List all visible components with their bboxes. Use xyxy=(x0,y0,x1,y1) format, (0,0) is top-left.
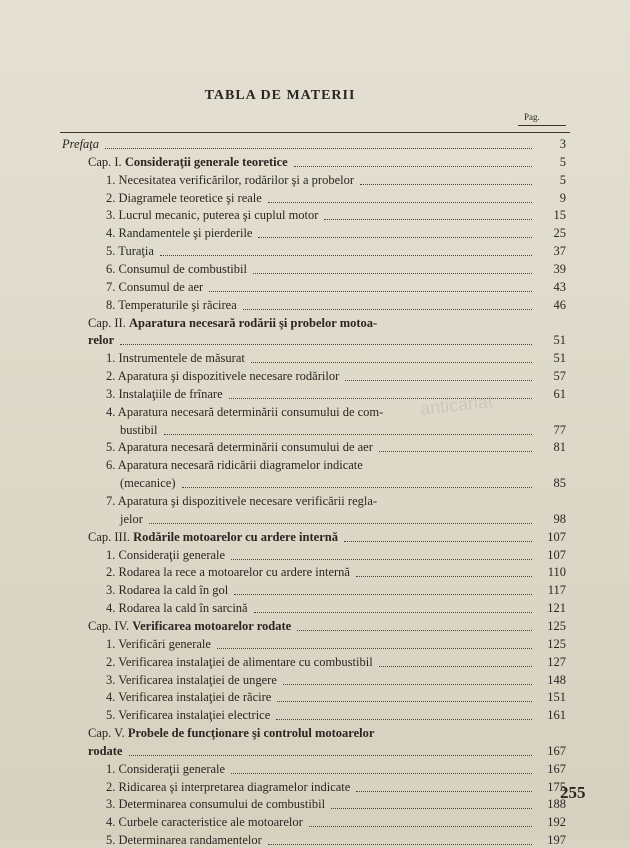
toc-entry-title: 3. Instalaţiile de frînare xyxy=(106,386,223,401)
dot-leader xyxy=(309,824,532,827)
toc-page-number: 107 xyxy=(547,547,566,562)
dot-leader xyxy=(149,521,532,524)
chapter-number: Cap. III. xyxy=(88,529,134,544)
dot-leader xyxy=(160,253,532,256)
toc-entry-title: 5. Determinarea randamentelor xyxy=(106,833,262,848)
toc-entry-title: 4. Verificarea instalaţiei de răcire xyxy=(106,690,272,705)
toc-entry-title: 1. Verificări generale xyxy=(106,636,211,651)
toc-entry-title: 1. Necesitatea verificărilor, rodărilor şi a probelor xyxy=(106,172,354,187)
toc-page-number: 151 xyxy=(547,690,566,705)
toc-entry-title: bustibil xyxy=(120,422,158,437)
toc-entry xyxy=(106,582,566,598)
dot-leader xyxy=(231,557,532,560)
toc-entry xyxy=(106,207,566,223)
toc-entry xyxy=(106,386,566,402)
toc-entry xyxy=(106,672,566,688)
toc-entry xyxy=(106,350,566,366)
toc-entry xyxy=(106,636,566,652)
toc-entry xyxy=(88,154,566,170)
toc-page-number: 117 xyxy=(547,583,566,598)
toc-entry-title: 5. Aparatura necesară determinării consumului de aer xyxy=(106,440,373,455)
toc-page-number: 81 xyxy=(553,440,566,455)
toc-entry-title: 1. Consideraţii generale xyxy=(106,547,226,562)
toc-page-number: 15 xyxy=(553,208,566,223)
toc-entry-title xyxy=(88,618,291,634)
dot-leader xyxy=(344,539,532,542)
toc-page-number: 167 xyxy=(547,743,566,758)
chapter-title: Aparatura necesară rodării şi probelor motoa- xyxy=(128,315,378,330)
chapter-number: Cap. IV. xyxy=(88,618,133,633)
toc-entry-title: 3. Determinarea consumului de combustibil xyxy=(106,797,326,812)
toc-page-number: 9 xyxy=(559,190,566,205)
dot-leader xyxy=(251,360,532,363)
toc-page-number: 5 xyxy=(559,154,566,169)
toc-entry-title xyxy=(88,529,338,545)
toc-entry xyxy=(88,315,566,331)
toc-entry xyxy=(120,422,566,438)
toc-entry xyxy=(106,439,566,455)
toc-page-number: 57 xyxy=(553,369,566,384)
chapter-title: Consideraţii generale teoretice xyxy=(124,154,288,169)
dot-leader xyxy=(345,378,532,381)
dot-leader xyxy=(297,628,532,631)
dot-leader xyxy=(268,842,532,845)
dot-leader xyxy=(258,235,532,238)
toc-page-number: 125 xyxy=(547,636,566,651)
toc-entry-title: 7. Aparatura şi dispozitivele necesare verificării regla- xyxy=(106,494,378,508)
dot-leader xyxy=(129,753,533,756)
dot-leader xyxy=(182,485,532,488)
dot-leader xyxy=(234,592,532,595)
toc-page-number: 110 xyxy=(547,565,566,580)
toc-entry-title: 8. Temperaturile şi răcirea xyxy=(106,297,237,312)
dot-leader xyxy=(253,271,532,274)
dot-leader xyxy=(356,789,532,792)
dot-leader xyxy=(231,771,532,774)
toc-page-number: 3 xyxy=(559,137,566,151)
toc-entry-title: (mecanice) xyxy=(120,476,176,491)
toc-entry-title: 4. Curbele caracteristice ale motoarelor xyxy=(106,815,303,830)
page-title: TABLA DE MATERII xyxy=(204,88,356,103)
toc-entry-title: 1. Instrumentele de măsurat xyxy=(106,351,245,366)
toc-entry xyxy=(106,600,566,616)
toc-entry-title: rodate xyxy=(88,743,123,758)
toc-entry xyxy=(106,761,566,777)
toc-page-number: 5 xyxy=(559,172,566,187)
watermark: anticariat xyxy=(419,391,494,419)
toc-entry xyxy=(106,814,566,830)
toc-entry xyxy=(62,136,566,152)
toc-entry-title: 6. Consumul de combustibil xyxy=(106,261,247,276)
toc-entry-title: 4. Rodarea la cald în sarcină xyxy=(106,601,248,616)
toc-entry xyxy=(106,261,566,277)
toc-entry xyxy=(106,493,566,509)
chapter-title: Rodările motoarelor cu ardere internă xyxy=(133,529,338,544)
toc-entry-title: 2. Aparatura şi dispozitivele necesare rodărilor xyxy=(106,369,340,384)
dot-leader xyxy=(360,182,532,185)
toc-entry xyxy=(106,689,566,705)
toc-entry-title: 6. Aparatura necesară ridicării diagramelor indicate xyxy=(106,458,363,473)
chapter-title: Probele de funcţionare şi controlul motoarelor xyxy=(127,726,375,741)
toc-entry xyxy=(106,707,566,723)
toc-entry xyxy=(106,779,566,795)
toc-entry xyxy=(106,404,566,420)
toc-page-number: 98 xyxy=(553,511,566,526)
toc-entry-title: 2. Diagramele teoretice şi reale xyxy=(106,190,262,205)
toc-entry xyxy=(120,511,566,527)
toc-entry-title: 5. Verificarea instalaţiei electrice xyxy=(106,708,271,723)
dot-leader xyxy=(294,164,532,167)
dot-leader xyxy=(379,449,532,452)
toc-page-number: 121 xyxy=(547,601,566,616)
toc-page-number: 51 xyxy=(553,351,566,366)
toc-entry xyxy=(106,172,566,188)
toc-page-number: 167 xyxy=(547,761,566,776)
toc-entry xyxy=(88,529,566,545)
toc-entry xyxy=(106,243,566,259)
toc-page-number: 192 xyxy=(547,815,566,830)
toc-entry xyxy=(88,743,566,759)
dot-leader xyxy=(243,307,532,310)
toc-page-number: 125 xyxy=(547,618,566,633)
toc-entry xyxy=(106,368,566,384)
toc-page-number: 37 xyxy=(553,244,566,259)
toc-entry-title: 3. Verificarea instalaţiei de ungere xyxy=(106,672,277,687)
toc-entry xyxy=(106,654,566,670)
toc-entry-title: 4. Randamentele şi pierderile xyxy=(106,226,253,241)
toc-entry-title: 4. Aparatura necesară determinării consumului de com- xyxy=(106,404,384,419)
page-column-label: Pag. xyxy=(524,112,540,122)
toc-page-number: 107 xyxy=(547,529,566,544)
dot-leader xyxy=(276,717,532,720)
toc-page-number: 43 xyxy=(553,279,566,294)
toc-page-number: 77 xyxy=(553,422,566,437)
toc-entry-title: 3. Rodarea la cald în gol xyxy=(106,583,229,598)
toc-entry-title xyxy=(88,315,377,331)
toc-entry xyxy=(106,279,566,295)
dot-leader xyxy=(379,664,532,667)
toc-entry xyxy=(120,475,566,491)
dot-leader xyxy=(209,289,532,292)
toc-page-number: 46 xyxy=(553,297,566,312)
toc-entry xyxy=(106,796,566,812)
chapter-number: Cap. II. xyxy=(88,315,129,330)
chapter-number: Cap. V. xyxy=(88,726,128,741)
dot-leader xyxy=(277,699,532,702)
dot-leader xyxy=(268,200,532,203)
toc-entry xyxy=(88,725,566,741)
toc-page-number: 39 xyxy=(553,261,566,276)
header-rule xyxy=(60,132,570,133)
chapter-title: Verificarea motoarelor rodate xyxy=(132,618,292,633)
toc-entry xyxy=(106,190,566,206)
dot-leader xyxy=(324,217,532,220)
toc-entry-title: 2. Ridicarea şi interpretarea diagramelor indicate xyxy=(106,779,351,794)
toc-page-number: 61 xyxy=(553,386,566,401)
chapter-number: Cap. I. xyxy=(88,154,125,169)
toc-entry-title: Prefaţa xyxy=(62,137,100,151)
toc-entry-title: 1. Consideraţii generale xyxy=(106,761,226,776)
dot-leader xyxy=(217,646,532,649)
dot-leader xyxy=(254,610,532,613)
toc-entry-title: relor xyxy=(88,333,115,348)
toc-page-number: 148 xyxy=(547,672,566,687)
dot-leader xyxy=(356,574,532,577)
toc-entry xyxy=(88,618,566,634)
toc-entry xyxy=(88,332,566,348)
toc-entry xyxy=(106,457,566,473)
toc-entry-title: 5. Turaţia xyxy=(106,244,154,259)
toc-entry-title: 7. Consumul de aer xyxy=(106,279,204,294)
toc-page-number: 25 xyxy=(553,226,566,241)
toc-entry xyxy=(106,297,566,313)
toc-entry xyxy=(106,832,566,848)
toc-entry xyxy=(106,225,566,241)
toc-entry xyxy=(106,564,566,580)
toc-page-number: 188 xyxy=(547,797,566,812)
toc-entry-title xyxy=(88,154,288,170)
toc-page-number: 85 xyxy=(553,476,566,491)
toc-page-number: 127 xyxy=(547,654,566,669)
toc-page-number: 161 xyxy=(547,708,566,723)
dot-leader xyxy=(331,806,532,809)
toc-page-number: 197 xyxy=(547,833,566,848)
page-column-rule xyxy=(518,125,566,126)
toc-page-number: 175 xyxy=(547,779,566,794)
toc-entry-title xyxy=(88,725,374,741)
toc-entry-title: jelor xyxy=(120,511,143,526)
toc-entry-title: 2. Rodarea la rece a motoarelor cu ardere internă xyxy=(106,565,350,580)
dot-leader xyxy=(120,342,532,345)
page-number: 255 xyxy=(560,783,586,802)
toc-entry-title: 3. Lucrul mecanic, puterea şi cuplul motor xyxy=(106,208,319,223)
toc-entry-title: 2. Verificarea instalaţiei de alimentare cu combustibil xyxy=(106,654,373,669)
dot-leader xyxy=(105,146,532,149)
dot-leader xyxy=(283,682,532,685)
toc-entry xyxy=(106,547,566,563)
dot-leader xyxy=(164,432,532,435)
toc-page-number: 51 xyxy=(553,333,566,348)
